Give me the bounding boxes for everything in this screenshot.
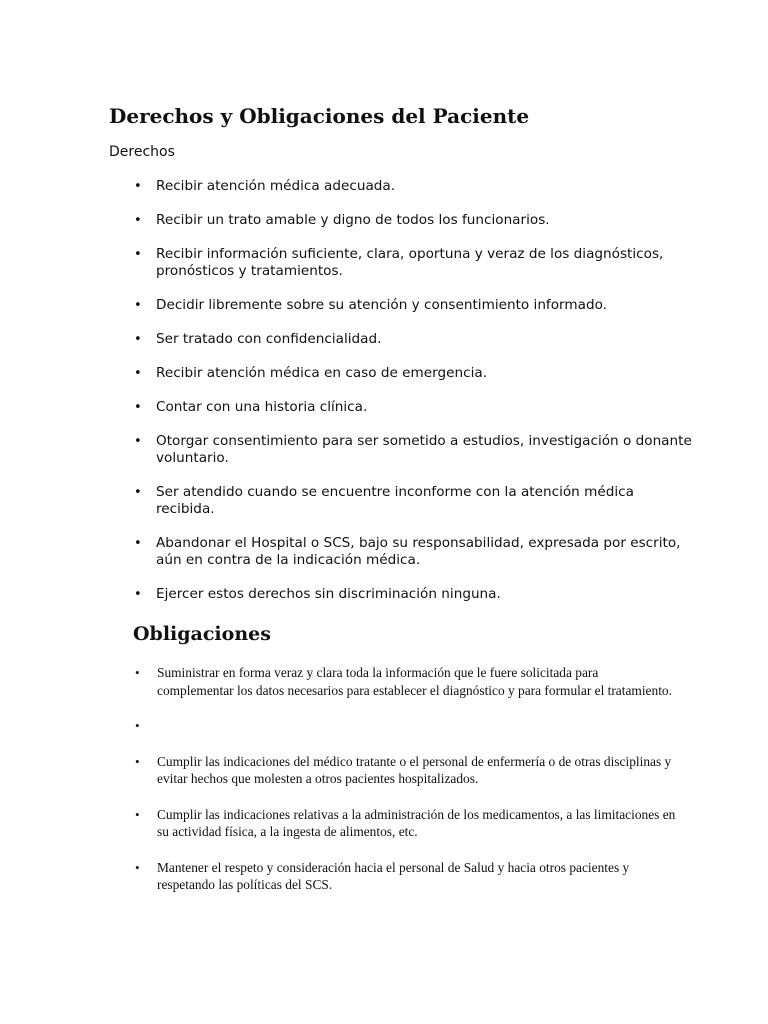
list-item-text: Recibir atención médica en caso de emergencia. <box>156 365 488 381</box>
bullet-icon: • <box>134 332 142 347</box>
bullet-icon: • <box>135 718 140 733</box>
bullet-icon: • <box>135 806 140 822</box>
bullet-icon: • <box>134 366 142 381</box>
list-item <box>134 246 696 280</box>
list-item-text: Ejercer estos derechos sin discriminación ninguna. <box>156 586 501 602</box>
list-item-text: Contar con una historia clínica. <box>156 399 368 415</box>
list-item <box>134 365 696 382</box>
bullet-icon: • <box>135 665 140 680</box>
bullet-icon: • <box>135 859 140 875</box>
list-item-text: Recibir información suficiente, clara, oportuna y veraz de los diagnósticos, pronósticos y tratamientos. <box>156 246 664 279</box>
list-item <box>134 212 696 229</box>
bullet-icon: • <box>134 587 142 602</box>
bullet-icon: • <box>134 247 142 262</box>
list-item <box>135 753 677 788</box>
bullet-icon: • <box>134 536 142 551</box>
bullet-icon: • <box>134 179 142 194</box>
bullet-icon: • <box>134 213 142 228</box>
list-item-text: Decidir libremente sobre su atención y consentimiento informado. <box>156 297 607 313</box>
list-item-text: Recibir atención médica adecuada. <box>156 178 396 194</box>
list-item-text: Cumplir las indicaciones del médico tratante o el personal de enfermería o de otras disciplinas y evitar hechos que molesten a otros pacientes hospitalizados. <box>157 753 672 786</box>
list-item <box>134 178 696 195</box>
list-item <box>135 806 677 841</box>
list-item <box>134 331 696 348</box>
rights-heading: Derechos <box>109 144 175 160</box>
list-item <box>134 297 696 314</box>
list-item-text: Recibir un trato amable y digno de todos los funcionarios. <box>156 212 550 228</box>
rights-list <box>134 178 696 620</box>
list-item-text: Otorgar consentimiento para ser sometido a estudios, investigación o donante voluntario. <box>156 433 692 466</box>
list-item <box>135 664 677 699</box>
obligations-list <box>135 664 677 912</box>
list-item <box>134 399 696 416</box>
list-item-empty <box>135 717 677 735</box>
list-item-text: Abandonar el Hospital o SCS, bajo su responsabilidad, expresada por escrito, aún en contra de la indicación médica. <box>156 535 681 568</box>
list-item-text: Ser tratado con confidencialidad. <box>156 331 382 347</box>
bullet-icon: • <box>135 753 140 769</box>
bullet-icon: • <box>134 485 142 500</box>
list-item <box>134 433 696 467</box>
list-item-text: Mantener el respeto y consideración hacia el personal de Salud y hacia otros pacientes y respetando las políticas del SCS. <box>157 859 630 892</box>
bullet-icon: • <box>134 298 142 313</box>
bullet-icon: • <box>134 400 142 415</box>
list-item <box>134 484 696 518</box>
list-item-text: Ser atendido cuando se encuentre inconforme con la atención médica recibida. <box>156 484 634 517</box>
list-item <box>134 586 696 603</box>
list-item <box>134 535 696 569</box>
list-item-text: Cumplir las indicaciones relativas a la administración de los medicamentos, a las limitaciones en su actividad física, a la ingesta de alimentos, etc. <box>157 806 676 839</box>
list-item-text: Suministrar en forma veraz y clara toda la información que le fuere solicitada para complementar los datos necesarios para establecer el diagnóstico y para formular el tratamiento. <box>157 665 672 698</box>
document-title: Derechos y Obligaciones del Paciente <box>109 104 530 128</box>
list-item <box>135 859 677 894</box>
obligations-heading: Obligaciones <box>133 623 271 645</box>
bullet-icon: • <box>134 434 142 449</box>
